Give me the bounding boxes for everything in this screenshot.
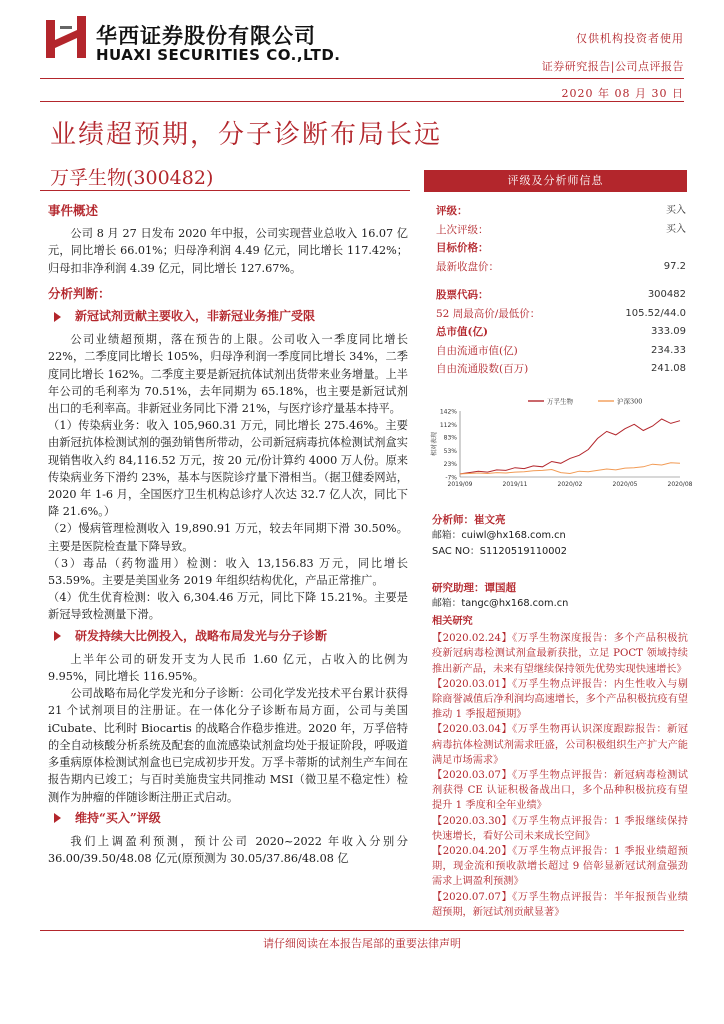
analyst-info [432,512,688,612]
sac-number: S1120519110002 [479,546,567,557]
report-category: 证券研究报告|公司点评报告 [541,60,684,73]
related-item[interactable]: 【2020.02.24】《万孚生物深度报告：多个产品积极抗疫新冠病毒检测试剂盒最新获批，立足 POCT 领域持续推出新产品，未来有望继续保持领先优势实现快速增长》 [432,633,688,675]
report-date: 2020 年 08 月 30 日 [561,87,684,100]
analyst-email[interactable]: cuiwl@hx168.com.cn [461,530,566,541]
rating-box-title: 评级及分析师信息 [424,170,687,192]
section-heading-event: 事件概述 [48,203,99,218]
series-line-1 [460,463,680,474]
paragraph: （2）慢病管理检测收入 19,890.91 万元，较去年同期下滑 30.50%。主要是医院检查量下降导致。 [48,522,408,553]
huaxi-logo-icon [46,16,86,58]
x-tick-label: 2020/02 [557,481,583,488]
arrow-icon [54,312,61,322]
x-tick-label: 2019/11 [502,481,528,488]
related-title: 相关研究 [432,615,473,627]
legend-label: 万孚生物 [547,397,573,406]
related-item[interactable]: 【2020.03.04】《万孚生物再认识深度跟踪报告：新冠病毒抗体检测试剂需求旺盛，公司积极组织生产扩大产能满足市场需求》 [432,724,688,766]
float-cap-value: 234.33 [651,344,686,356]
y-tick-label: 83% [443,434,457,442]
paragraph: 公司 8 月 27 日发布 2020 年中报，公司实现营业总收入 16.07 亿元，同比增长 66.01%；归母净利润 4.49 亿元，同比增长 117.42%；归母扣非净利润 4.39 亿元，同比增长 127.67%。 [48,227,408,275]
x-tick-label: 2019/09 [447,481,473,488]
stock-code-label: 股票代码： [436,289,489,301]
paragraph: （1）传染病业务：收入 105,960.31 万元，同比增长 275.46%。主要由新冠抗体检测试剂的强劲销售所带动，公司新冠病毒抗体检测试剂盒实现销售收入约 84,116.52 万元，按 20 元/份计算约 4000 万人份。原来传染病业务下滑约 23%，基本与医院诊疗量下滑相当。（据卫健委网站，2020 年 1-6 月，全国医疗卫生机构总诊疗人次达 32.7 亿人次，同比下降 21.6%。） [48,419,408,519]
divider [40,78,684,79]
assistant-label: 研究助理： [432,582,485,594]
price-range-value: 105.52/44.0 [625,307,686,319]
close-price-label: 最新收盘价： [436,260,499,273]
market-cap-label: 总市值(亿) [436,326,488,338]
performance-chart [430,393,693,493]
paragraph: （4）优生优育检测：收入 6,304.46 万元，同比下降 15.21%。主要是新冠导致检测量下滑。 [48,591,408,622]
subheading: 研发持续大比例投入，战略布局发光与分子诊断 [48,628,408,645]
paragraph: 公司业绩超预期，落在预告的上限。公司收入一季度同比增长 22%，二季度同比增长 105%，归母净利润一季度同比增长 34%，二季度同比增长 162%。二季度主要是新冠抗体试剂出货带来业务增量。上半年公司的毛利率为 70.51%，去年同期为 65.18%，也主要是新冠试剂出口的毛利率高。非新冠业务同比下滑 21%，与医疗诊疗量基本持平。 [48,333,408,416]
company-name: 万孚生物(300482) [50,167,214,189]
related-item[interactable]: 【2020.03.01】《万孚生物点评报告：内生性收入与剔除商誉减值后净利润均高速增长，多个产品积极抗疫有望推动 1 季报超预期》 [432,678,688,721]
analyst-label: 分析师： [432,514,474,526]
y-tick-label: -7% [445,474,457,482]
arrow-icon [54,813,61,823]
y-tick-label: 142% [439,408,457,416]
report-title: 业绩超预期，分子诊断布局长远 [50,120,443,150]
divider [40,930,684,931]
paragraph: 公司战略布局化学发光和分子诊断：公司化学发光技术平台累计获得 21 个试剂项目的注册证。在一体化分子诊断布局方面，公司与美国 iCubate、比利时 Biocartis 的战略合作稳步推进。2020 年，万孚倍特的全自动核酸分析系统及配套的血流感染试剂盒均处于报证阶段，呼吸道多重病原体检测试剂盒也已完成初步开发。万孚卡蒂斯的试剂生产车间在报告期内已竣工；与百时美施贵宝共同推动 MSI（微卫星不稳定性）检测作为肿瘤的伴随诊断注册正式启动。 [48,687,408,804]
investor-tag: 仅供机构投资者使用 [576,32,684,45]
prev-rating-label: 上次评级： [436,223,489,236]
related-item[interactable]: 【2020.03.07】《万孚生物点评报告：新冠病毒检测试剂获得 CE 认证积极备战出口，多个品种积极抗疫有望提升 1 季度和全年业绩》 [432,770,688,812]
float-cap-label: 自由流通市值(亿) [436,344,518,357]
divider [40,101,684,102]
related-item[interactable]: 【2020.04.20】《万孚生物点评报告：1 季报业绩超预期，现金流和预收款增长超过 9 倍彰显新冠试剂盒强劲需求上调盈利预测》 [432,846,688,888]
paragraph: （3）毒品（药物滥用）检测：收入 13,156.83 万元，同比增长 53.59%。主要是美国业务 2019 年组织结构优化，产品正常推广。 [48,556,408,588]
price-range-label: 52 周最高价/最低价： [436,307,541,320]
target-price-label: 目标价格： [436,242,489,254]
sac-label: SAC NO： [432,546,480,557]
arrow-icon [54,631,61,641]
subheading: 新冠试剂贡献主要收入，非新冠业务推广受限 [48,308,408,325]
main-content [48,200,408,867]
paragraph: 我们上调盈利预测，预计公司 2020~2022 年收入分别分 36.00/39.50/48.08 亿元(原预测为 30.05/37.86/48.08 亿 [48,834,408,866]
related-research [432,614,688,920]
section-heading-analysis: 分析判断： [48,285,111,301]
analyst-name: 崔文亮 [474,514,506,526]
prev-rating-value: 买入 [666,223,686,235]
brand-name-en: HUAXI SECURITIES CO.,LTD. [96,46,341,64]
legal-notice: 请仔细阅读在本报告尾部的重要法律声明 [263,937,461,950]
email-label: 邮箱： [432,598,462,609]
y-tick-label: 23% [443,461,457,469]
x-tick-label: 2020/05 [612,481,638,488]
float-shares-value: 241.08 [651,363,686,374]
float-shares-label: 自由流通股数(百万) [436,363,529,375]
market-cap-value: 333.09 [651,326,686,337]
assistant-name: 谭国超 [484,582,516,594]
divider [40,190,410,191]
y-tick-label: 53% [443,447,457,455]
stock-code-value: 300482 [647,289,686,300]
paragraph: 上半年公司的研发开支为人民币 1.60 亿元，占收入的比例为 9.95%，同比增长 116.95%。 [48,652,408,684]
related-item[interactable]: 【2020.07.07】《万孚生物点评报告：半年报预告业绩超预期，新冠试剂贡献显著》 [432,891,688,918]
rating-value: 买入 [666,205,686,216]
rating-info [436,202,686,379]
email-label: 邮箱： [432,530,462,541]
x-tick-label: 2020/08 [667,481,693,488]
related-item[interactable]: 【2020.03.30】《万孚生物点评报告：1 季报继续保持快速增长，看好公司未来成长空间》 [432,815,688,842]
close-price-value: 97.2 [663,260,686,272]
y-axis-label: 相对表现 [431,431,438,457]
brand-name-cn: 华西证券股份有限公司 [96,24,316,48]
subheading: 维持“买入”评级 [48,810,408,827]
legend-label: 沪深300 [617,397,643,406]
y-tick-label: 112% [439,421,457,429]
rating-label: 评级： [436,205,468,217]
assistant-email[interactable]: tangc@hx168.com.cn [461,598,569,609]
